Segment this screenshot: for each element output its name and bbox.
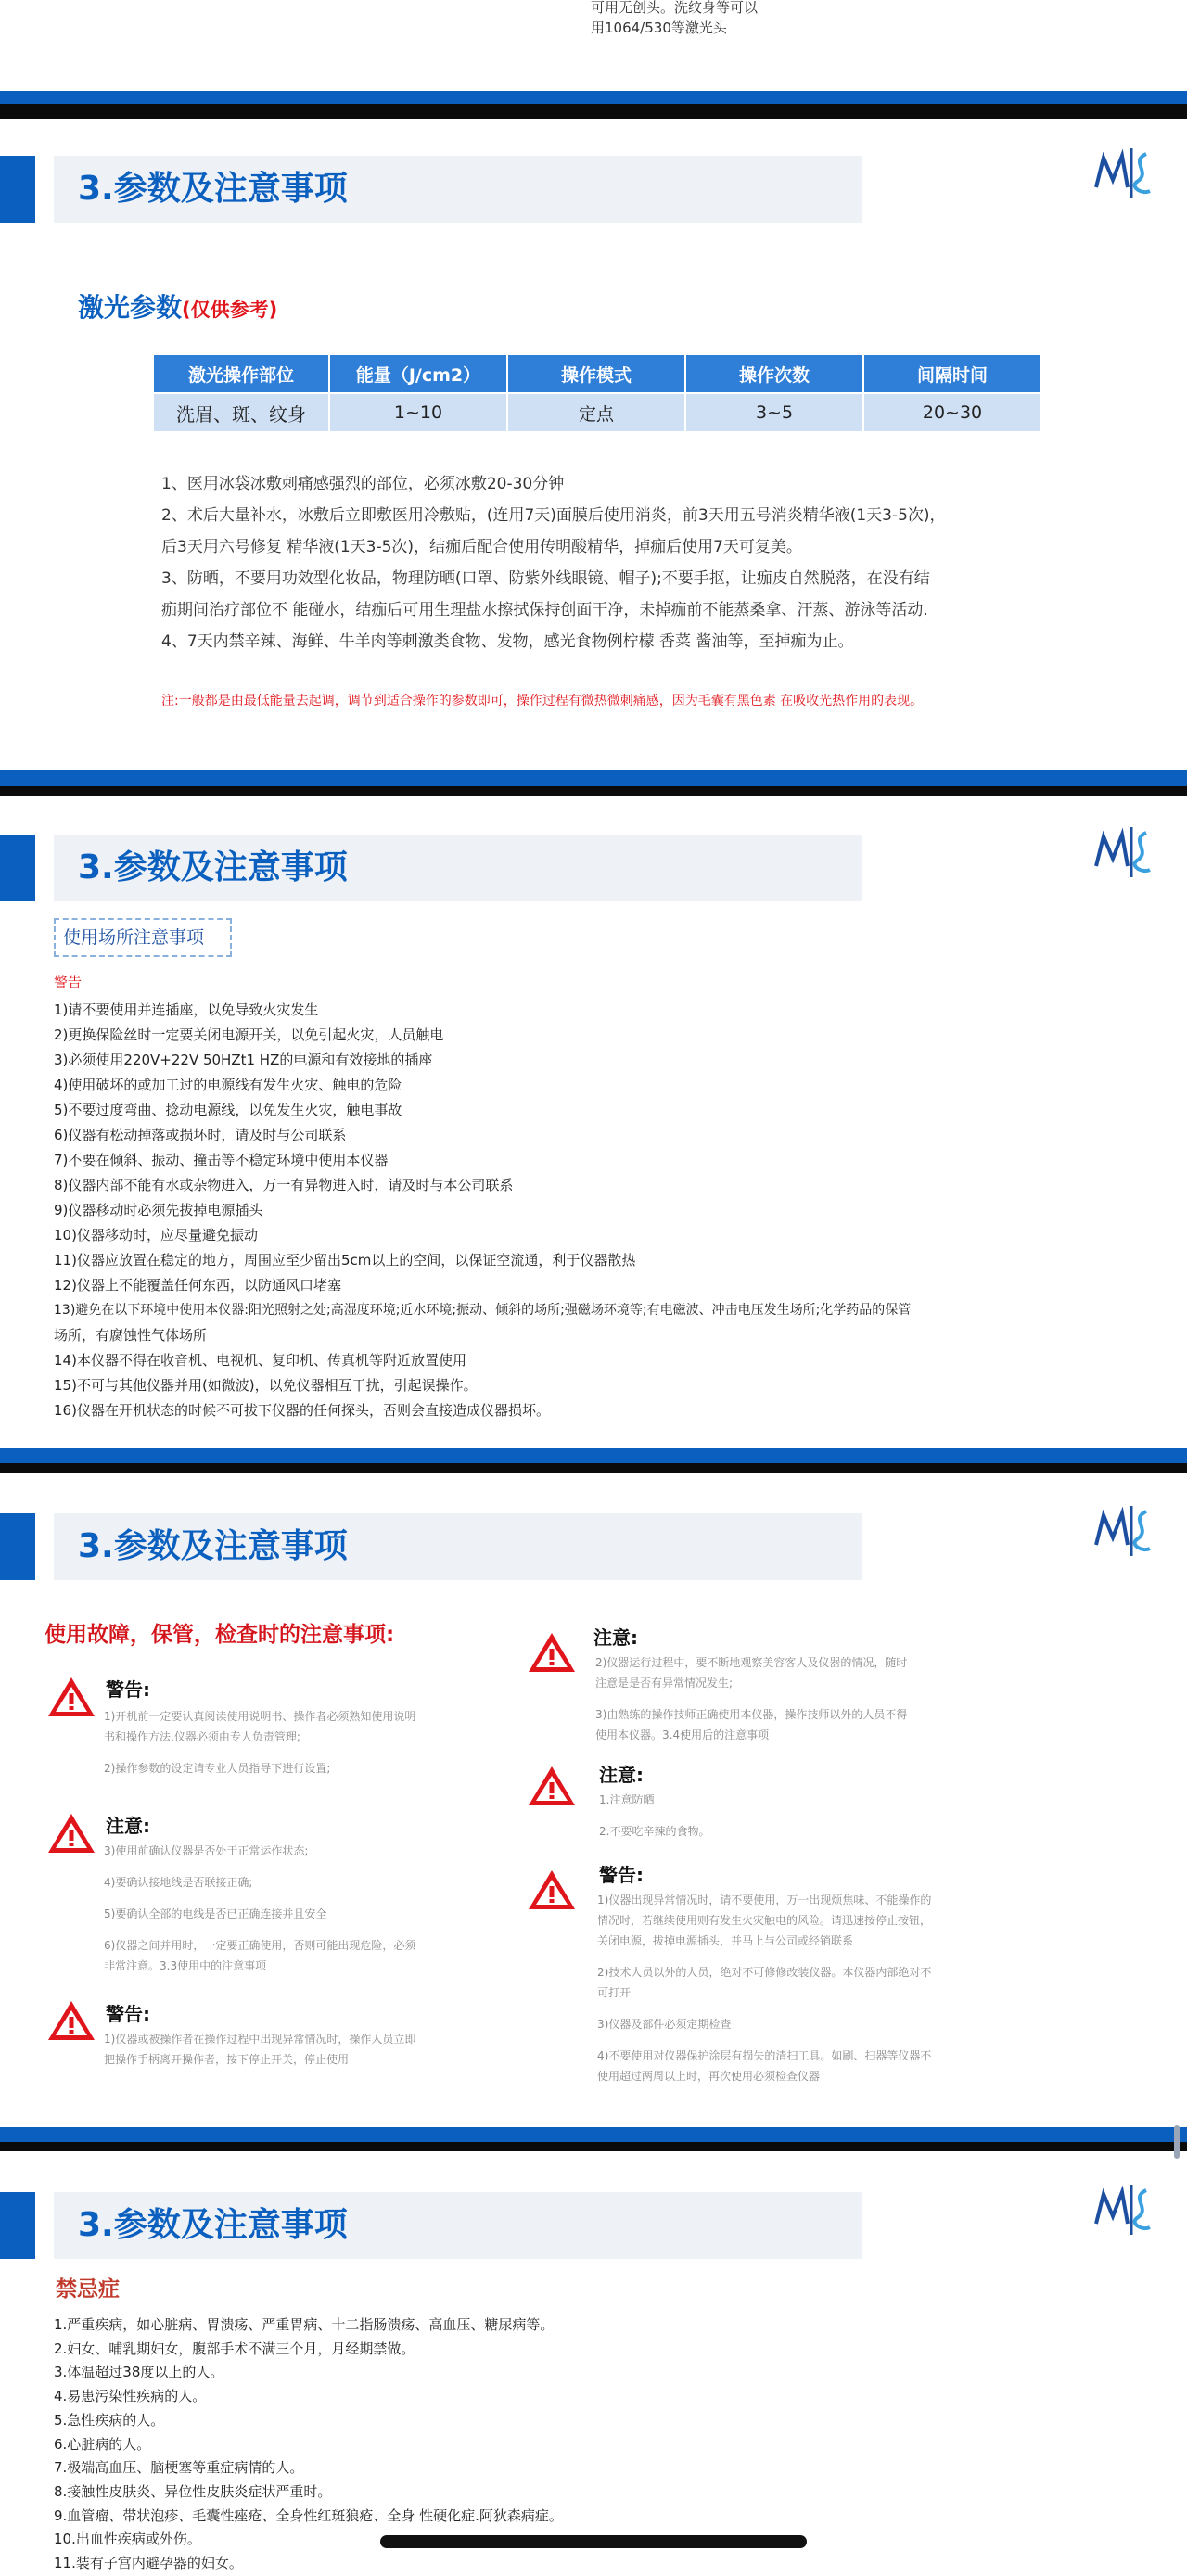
- list-item: 场所，有腐蚀性气体场所: [54, 1327, 208, 1344]
- text-line: 1)仪器或被操作者在操作过程中出现异常情况时，操作人员立即: [104, 2033, 416, 2046]
- text-line: [597, 2003, 931, 2014]
- text-line: [104, 1924, 415, 1935]
- warning-label: 警告: [54, 974, 83, 990]
- slide-divider-black: [0, 2142, 1187, 2151]
- note-line: 痂期间治疗部位不 能碰水，结痂后可用生理盐水擦拭保持创面干净，未掉痂前不能蒸桑拿、汗蒸、游泳等活动.: [161, 601, 928, 619]
- note-line: 1、医用冰袋冰敷刺痛感强烈的部位，必须冰敷20-30分钟: [161, 475, 565, 493]
- list-item: 2)更换保险丝时一定要关闭电源开关，以免引起火灾，人员触电: [54, 1027, 444, 1043]
- laser-params-table: [152, 353, 1042, 433]
- slide-divider-black: [0, 786, 1187, 796]
- list-item: 6.心脏病的人。: [54, 2435, 151, 2453]
- text-line: 3)仪器及部件必须定期检查: [597, 2018, 732, 2031]
- laser-title-text: 激光参数: [78, 292, 183, 323]
- table-header-cell: 操作次数: [685, 354, 863, 393]
- list-item: 3.体温超过38度以上的人。: [54, 2364, 224, 2381]
- text-line: 注意是是否有异常情况发生;: [595, 1677, 734, 1690]
- text-line: 2.不要吃辛辣的食物。: [599, 1825, 710, 1838]
- list-item: 16)仪器在开机状态的时候不可拔下仪器的任何探头，否则会直接造成仪器损坏。: [54, 1402, 550, 1419]
- list-item: 9.血管瘤、带状泡疹、毛囊性痤疮、全身性红斑狼疮、全身 性硬化症.阿狄森病症。: [54, 2506, 563, 2524]
- warning-icon: [527, 1764, 577, 1808]
- warning-text: [104, 1706, 415, 1779]
- note-line: 后3天用六号修复 精华液(1天3-5次)，结痂后配合使用传明酸精华，掉痂后使用7天可复美。: [161, 538, 802, 556]
- text-line: 1)开机前一定要认真阅读使用说明书、操作者必须熟知使用说明: [104, 1710, 416, 1723]
- warning-icon: [527, 1630, 577, 1675]
- top-text-line-2: 用1064/530等激光头: [591, 19, 727, 36]
- header-accent: [0, 2192, 35, 2259]
- table-header-cell: 操作模式: [507, 354, 685, 393]
- note-line: 4、7天内禁辛辣、海鲜、牛羊肉等刺激类食物、发物，感光食物例柠檬 香菜 酱油等，至掉痂为止。: [161, 632, 854, 651]
- text-line: 书和操作方法,仪器必须由专人负责管理;: [104, 1730, 300, 1743]
- warning-icon: [46, 1675, 96, 1719]
- list-item: 10)仪器移动时，应尽量避免振动: [54, 1227, 258, 1243]
- table-header-cell: 激光操作部位: [153, 354, 329, 393]
- table-cell: 定点: [507, 393, 685, 432]
- table-header-row: [153, 354, 1041, 393]
- warning-title: 警告:: [599, 1864, 644, 1886]
- slide-divider-blue: [0, 2127, 1187, 2142]
- list-item: 1.严重疾病，如心脏病、胃溃疡、严重胃病、十二指肠溃疡、高血压、糖尿病等。: [54, 2316, 555, 2333]
- text-line: 情况时，若继续使用则有发生火灾触电的风险。请迅速按停止按钮，: [597, 1914, 932, 1927]
- maintenance-title: 使用故障，保管，检查时的注意事项:: [45, 1623, 395, 1647]
- list-item: 11)仪器应放置在稳定的地方，周围应至少留出5cm以上的空间，以保证空流通，利于仪器散热: [54, 1252, 636, 1269]
- slide-divider-blue: [0, 91, 1187, 104]
- aftercare-notes: [161, 468, 946, 657]
- venue-notice-box: [54, 918, 232, 957]
- list-item: 14)本仪器不得在收音机、电视机、复印机、传真机等附近放置使用: [54, 1352, 466, 1369]
- list-item: 9)仪器移动时必须先拔掉电源插头: [54, 1202, 263, 1218]
- note-line: 3、防晒，不要用功效型化妆品，物理防晒(口罩、防紫外线眼镜、帽子);不要手抠，让痂皮自然脱落，在没有结: [161, 569, 930, 588]
- section-title: 3.参数及注意事项: [78, 848, 348, 886]
- table-row: [153, 393, 1041, 432]
- note-line: 2、术后大量补水，冰敷后立即敷医用冷敷贴，(连用7天)面膜后使用消炎，前3天用五号消炎精华液(1天3-5次)，: [161, 506, 946, 525]
- scrollbar-edge[interactable]: [1174, 2125, 1180, 2159]
- header-accent: [0, 156, 35, 223]
- text-line: 非常注意。3.3使用中的注意事项: [104, 1959, 267, 1972]
- text-line: 把操作手柄离开操作者，按下停止开关，停止使用: [104, 2053, 350, 2066]
- list-item: 6)仪器有松动掉落或损坏时，请及时与公司联系: [54, 1127, 347, 1143]
- text-line: [104, 1747, 415, 1758]
- text-line: 4)要确认接地线是否联接正确;: [104, 1876, 253, 1889]
- text-line: 关闭电源，拔掉电源插头，并马上与公司或经销联系: [597, 1934, 854, 1947]
- text-line: [597, 1951, 931, 1962]
- warning-icon: [46, 1811, 96, 1855]
- text-line: 2)技术人员以外的人员，绝对不可修修改装仪器。本仪器内部绝对不: [597, 1966, 932, 1979]
- list-item: 12)仪器上不能覆盖任何东西，以防通风口堵塞: [54, 1277, 341, 1294]
- text-line: 2)操作参数的设定请专业人员指导下进行设置;: [104, 1762, 331, 1775]
- text-line: 1.注意防晒: [599, 1793, 655, 1806]
- caution-text: [104, 1841, 415, 1976]
- warning-title: 警告:: [106, 1678, 150, 1701]
- list-item: 15)不可与其他仪器并用(如微波)，以免仪器相互干扰，引起误操作。: [54, 1377, 478, 1394]
- list-item: 5.急性疾病的人。: [54, 2411, 165, 2429]
- warning-icon: [46, 1998, 96, 2043]
- section-title: 3.参数及注意事项: [78, 2206, 348, 2244]
- text-line: 使用超过两周以上时，再次使用必须检查仪器: [597, 2070, 821, 2083]
- list-item: 1)请不要使用并连插座，以免导致火灾发生: [54, 1001, 319, 1018]
- laser-params-title: [78, 287, 277, 325]
- company-logo: [1092, 2181, 1157, 2240]
- caution-text: [599, 1790, 709, 1842]
- table-header-cell: 间隔时间: [863, 354, 1041, 393]
- list-item: 10.出血性疾病或外伤。: [54, 2531, 201, 2548]
- warning-text: [104, 2029, 415, 2070]
- list-item: 13)避免在以下环境中使用本仪器:阳光照射之处;高湿度环境;近水环境;振动、倾斜的场所;强磁场环境等;有电磁波、冲击电压发生场所;化学药品的保管: [54, 1303, 912, 1318]
- slide-divider-blue: [0, 1448, 1187, 1463]
- list-item: 8)仪器内部不能有水或杂物进入，万一有异物进入时，请及时与本公司联系: [54, 1177, 514, 1193]
- company-logo: [1092, 823, 1157, 883]
- venue-notice-label: 使用场所注意事项: [63, 927, 205, 948]
- list-item: 4.易患污染性疾病的人。: [54, 2388, 207, 2405]
- laser-title-note: (仅供参考): [182, 299, 278, 321]
- top-text-line-1: 可用无创头。洗纹身等可以: [591, 0, 759, 16]
- text-line: 可打开: [597, 1986, 632, 1999]
- list-item: 11.装有子宫内避孕器的妇女。: [54, 2555, 243, 2572]
- text-line: 5)要确认全部的电线是否已正确连接并且安全: [104, 1907, 327, 1920]
- list-item: 8.接触性皮肤炎、异位性皮肤炎症状严重时。: [54, 2482, 332, 2500]
- list-item: 4)使用破坏的或加工过的电源线有发生火灾、触电的危险: [54, 1077, 402, 1093]
- text-line: 4)不要使用对仪器保护涂层有损失的清扫工具。如刷、扫器等仪器不: [597, 2049, 932, 2062]
- company-logo: [1092, 1502, 1157, 1562]
- company-logo: [1092, 145, 1157, 204]
- section-title: 3.参数及注意事项: [78, 170, 348, 208]
- table-header-cell: 能量（J/cm2）: [329, 354, 507, 393]
- list-item: 5)不要过度弯曲、捻动电源线，以免发生火灾，触电事故: [54, 1102, 402, 1118]
- home-indicator[interactable]: [380, 2535, 807, 2548]
- caution-title: 注意:: [106, 1815, 150, 1837]
- list-item: 7.极端高血压、脑梗塞等重症病情的人。: [54, 2459, 304, 2477]
- text-line: 3)使用前确认仪器是否处于正常运作状态;: [104, 1844, 309, 1857]
- table-cell: 3~5: [685, 393, 863, 432]
- table-cell: 20~30: [863, 393, 1041, 432]
- text-line: 1)仪器出现异常情况时，请不要使用，万一出现烦焦味、不能操作的: [597, 1894, 932, 1906]
- slide-divider-blue: [0, 770, 1187, 786]
- text-line: [104, 1861, 415, 1872]
- caution-title: 注意:: [599, 1764, 644, 1786]
- text-line: 3)由熟练的操作技师正确使用本仪器，操作技师以外的人员不得: [595, 1708, 908, 1721]
- slide-divider-black: [0, 1463, 1187, 1473]
- warning-title: 警告:: [106, 2003, 150, 2025]
- caution-text: [595, 1652, 907, 1745]
- text-line: 使用本仪器。3.4使用后的注意事项: [595, 1728, 770, 1741]
- list-item: 2.妇女、哺乳期妇女，腹部手术不满三个月，月经期禁做。: [54, 2340, 415, 2357]
- text-line: [599, 1810, 709, 1821]
- warning-text: [597, 1890, 931, 2086]
- caution-title: 注意:: [594, 1626, 638, 1649]
- red-note: 注:一般都是由最低能量去起调，调节到适合操作的参数即可，操作过程有微热微刺痛感，因为毛囊有黑色素 在吸收光热作用的表现。: [161, 694, 924, 708]
- text-line: [104, 1893, 415, 1904]
- text-line: 2)仪器运行过程中，要不断地观察美容客人及仪器的情况，随时: [595, 1656, 908, 1669]
- slide-divider-black: [0, 104, 1187, 119]
- section-title: 3.参数及注意事项: [78, 1527, 348, 1565]
- table-cell: 洗眉、斑、纹身: [153, 393, 329, 432]
- header-accent: [0, 835, 35, 901]
- list-item: 7)不要在倾斜、振动、撞击等不稳定环境中使用本仪器: [54, 1152, 389, 1168]
- text-line: [595, 1693, 907, 1704]
- header-accent: [0, 1513, 35, 1580]
- contraindications-title: 禁忌症: [56, 2277, 120, 2302]
- warning-icon: [527, 1868, 577, 1912]
- text-line: [597, 2034, 931, 2046]
- table-cell: 1~10: [329, 393, 507, 432]
- text-line: 6)仪器之间并用时，一定要正确使用，否则可能出现危险，必须: [104, 1939, 416, 1952]
- venue-warning-list: [54, 998, 911, 1423]
- list-item: 3)必须使用220V+22V 50HZt1 HZ的电源和有效接地的插座: [54, 1052, 433, 1068]
